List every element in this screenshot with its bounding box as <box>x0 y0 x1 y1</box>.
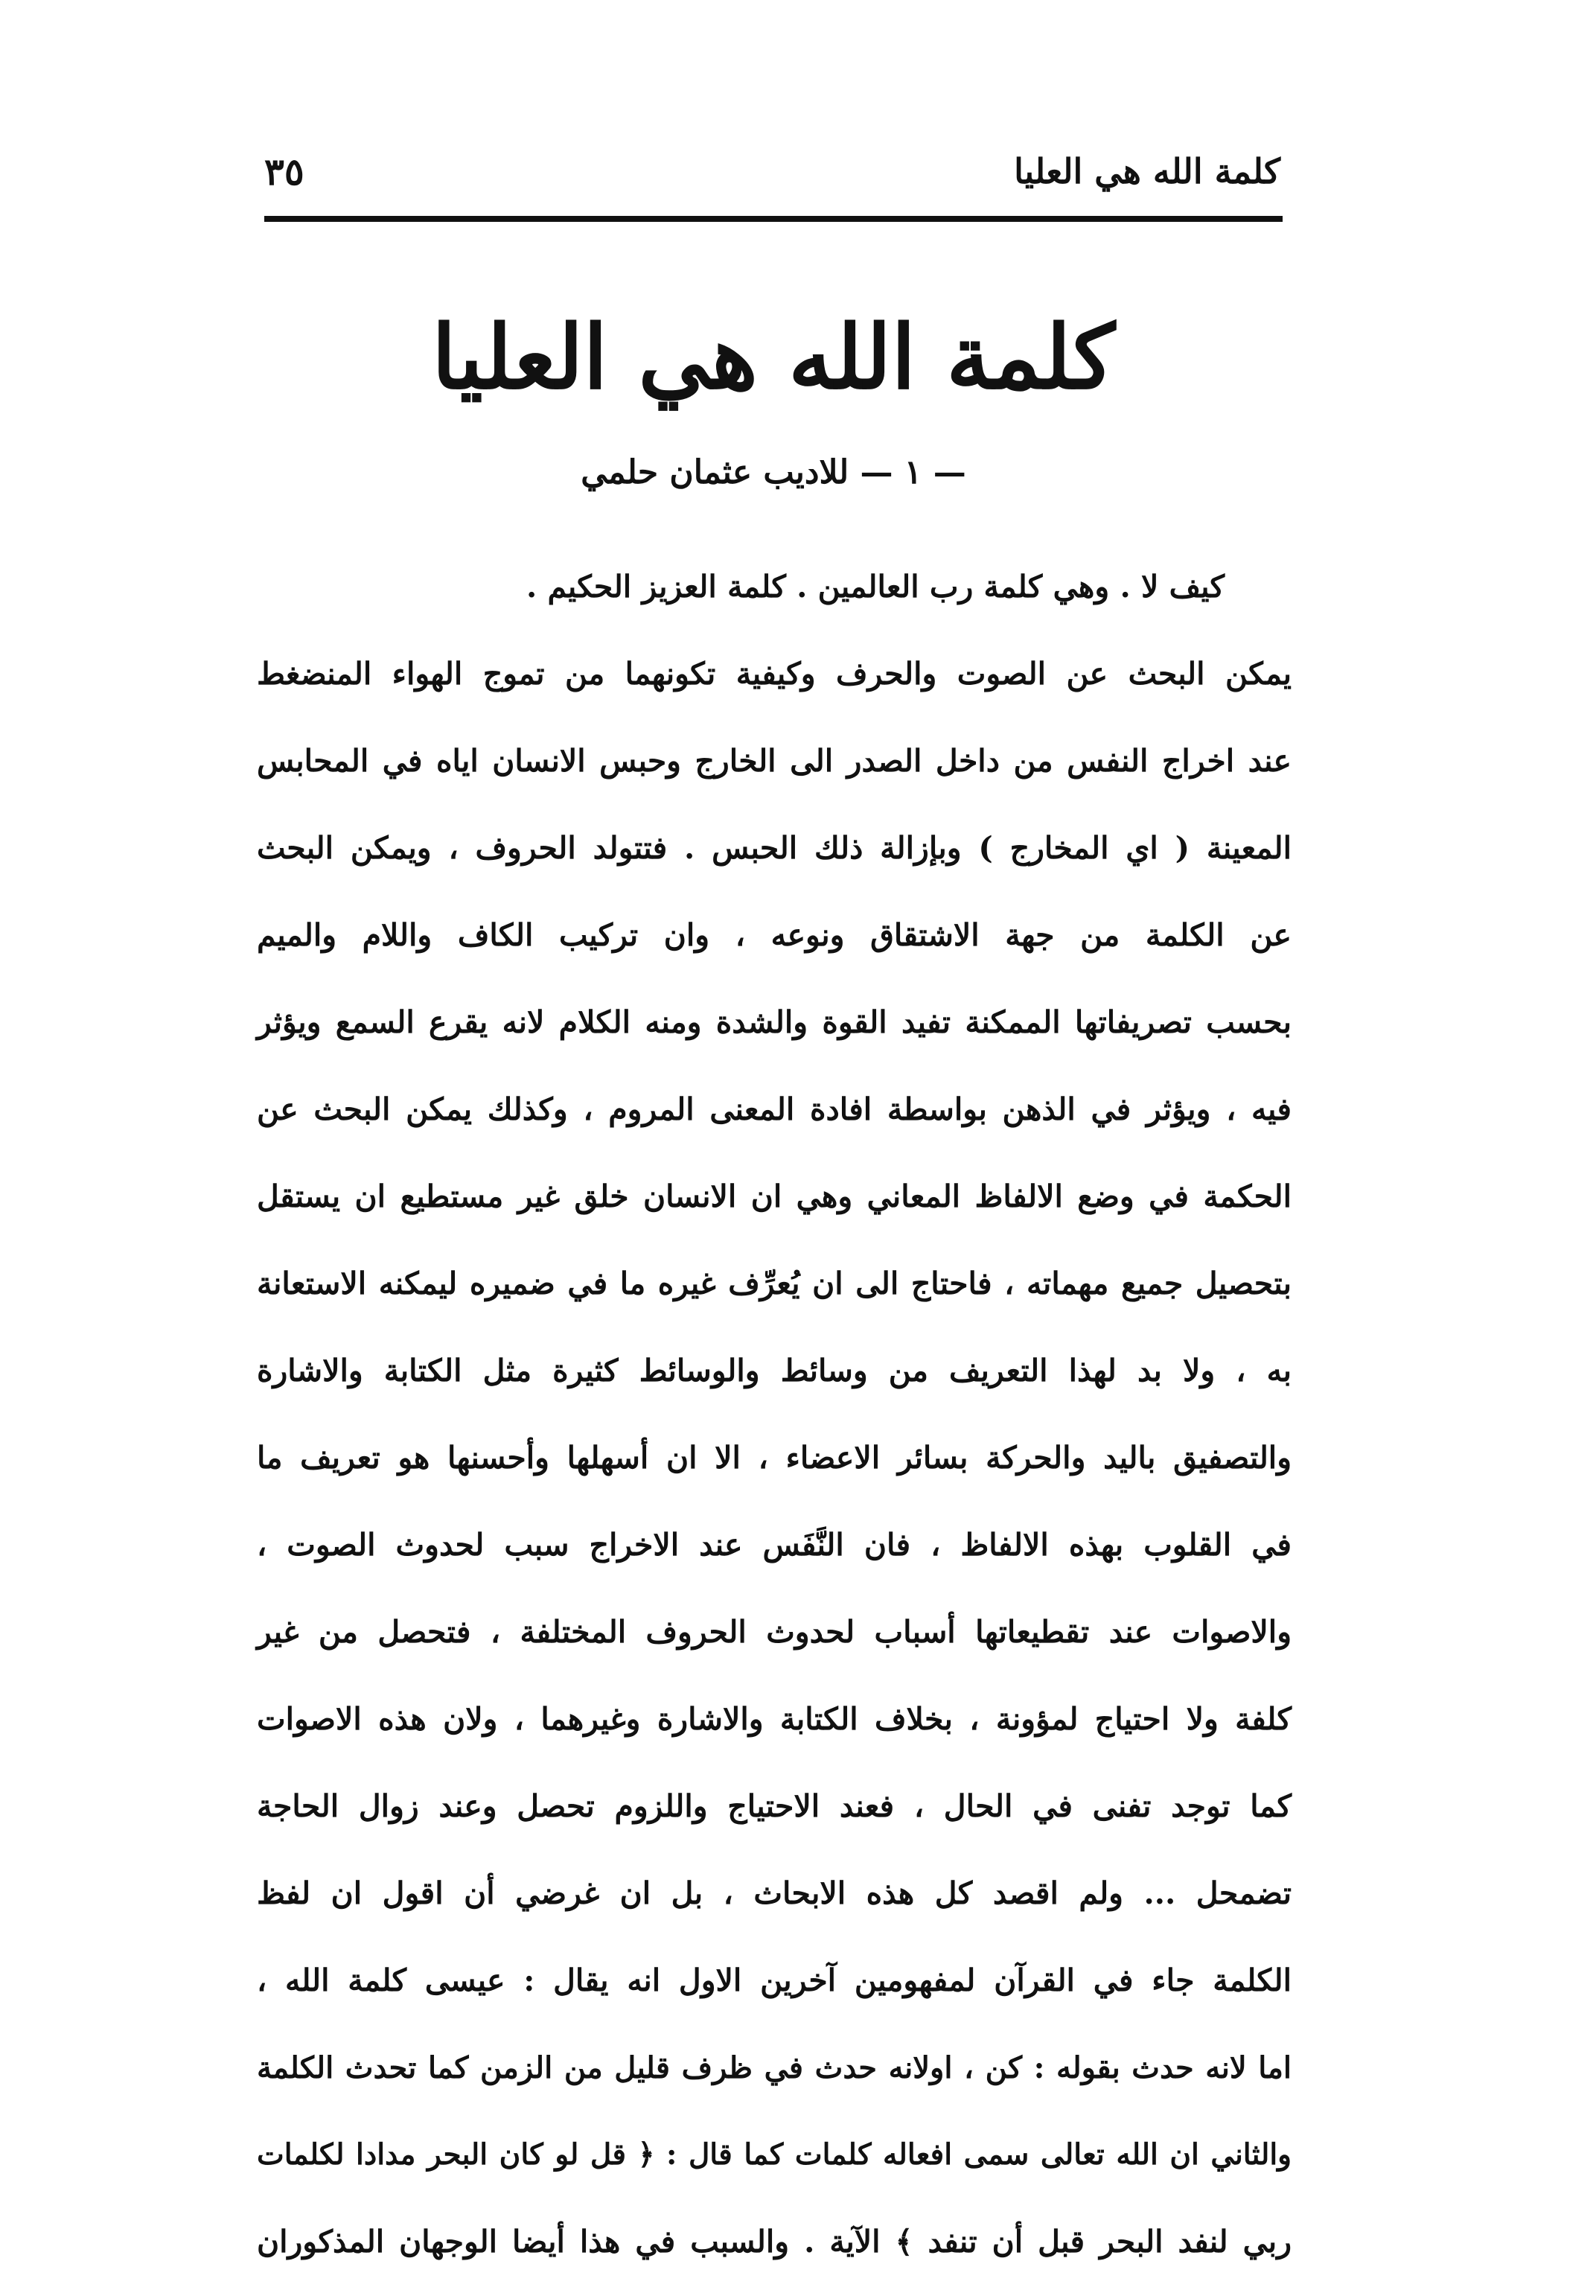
running-header <box>264 138 1280 205</box>
body-line: عن الكلمة من جهة الاشتقاق ونوعه ، وان تركيب الكاف واللام والميم <box>257 917 1292 953</box>
body-line: عند اخراج النفس من داخل الصدر الى الخارج وحبس الانسان اياه في المحابس <box>257 743 1292 779</box>
body-line: الكلمة جاء في القرآن لمفهومين آخرين الاول انه يقال : عيسى كلمة الله ، <box>257 1962 1292 1998</box>
header-rule <box>264 216 1283 222</box>
body-line: تضمحل ... ولم اقصد كل هذه الابحاث ، بل ان غرضي أن اقول ان لفظ <box>257 1875 1292 1911</box>
running-title: كلمة الله هي العليا <box>1014 151 1280 191</box>
body-line: الحكمة في وضع الالفاظ المعاني وهي ان الانسان خلق غير مستطيع ان يستقل <box>257 1179 1292 1214</box>
body-line: ربي لنفد البحر قبل أن تنفد ﴾ الآية . والسبب في هذا أيضا الوجهان المذكوران <box>257 2224 1292 2260</box>
article-byline: — ١ — للاديب عثمان حلمي <box>581 453 966 491</box>
body-line: والاصوات عند تقطيعاتها أسباب لحدوث الحروف المختلفة ، فتحصل من غير <box>257 1614 1292 1650</box>
body-line: كلفة ولا احتياج لمؤونة ، بخلاف الكتابة والاشارة وغيرهما ، ولان هذه الاصوات <box>257 1701 1292 1737</box>
body-line: المعينة ( اي المخارج ) وبإزالة ذلك الحبس . فتتولد الحروف ، ويمكن البحث <box>257 830 1292 866</box>
article-title: كلمة الله هي العليا <box>432 305 1115 409</box>
body-line: والتصفيق باليد والحركة بسائر الاعضاء ، الا ان أسهلها وأحسنها هو تعريف ما <box>257 1440 1292 1476</box>
body-line: كيف لا . وهي كلمة رب العالمين . كلمة العزيز الحكيم . <box>526 569 1225 605</box>
body-line: يمكن البحث عن الصوت والحرف وكيفية تكونهما من تموج الهواء المنضغط <box>257 656 1292 692</box>
body-line: بحسب تصريفاتها الممكنة تفيد القوة والشدة ومنه الكلام لانه يقرع السمع ويؤثر <box>257 1004 1292 1040</box>
body-line: كما توجد تفنى في الحال ، فعند الاحتياج واللزوم تحصل وعند زوال الحاجة <box>257 1788 1292 1824</box>
body-line: به ، ولا بد لهذا التعريف من وسائط والوسائط كثيرة مثل الكتابة والاشارة <box>257 1353 1292 1388</box>
body-line: اما لانه حدث بقوله : كن ، اولانه حدث في ظرف قليل من الزمن كما تحدث الكلمة <box>257 2050 1292 2085</box>
page-number: ٣٥ <box>264 149 304 194</box>
article-body <box>257 543 1292 2286</box>
body-line: بتحصيل جميع مهماته ، فاحتاج الى ان يُعرِّف غيره ما في ضميره ليمكنه الاستعانة <box>257 1266 1292 1301</box>
body-line: في القلوب بهذه الالفاظ ، فان النَّفَس عند الاخراج سبب لحدوث الصوت ، <box>257 1527 1292 1563</box>
body-line: والثاني ان الله تعالى سمى افعاله كلمات كما قال : ﴿ قل لو كان البحر مدادا لكلمات <box>257 2137 1292 2172</box>
body-line: فيه ، ويؤثر في الذهن بواسطة افادة المعنى المروم ، وكذلك يمكن البحث عن <box>257 1091 1292 1127</box>
